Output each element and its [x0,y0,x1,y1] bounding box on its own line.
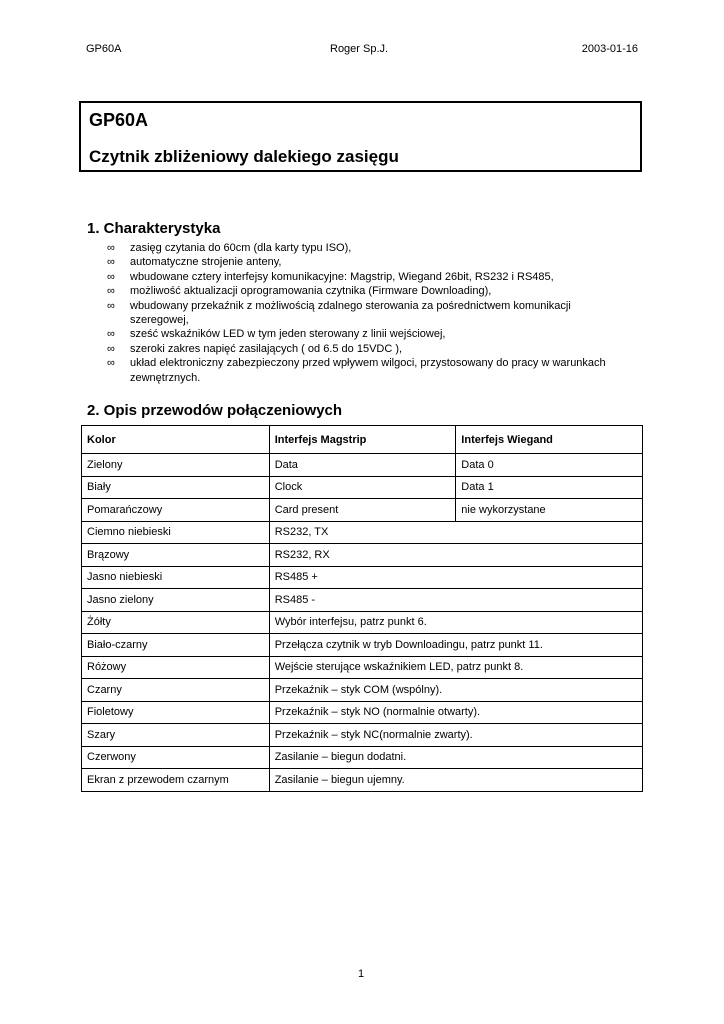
table-row [82,679,643,702]
bullet-icon: ∞ [107,285,115,298]
list-item-text: układ elektroniczny zabezpieczony przed wpływem wilgoci, przystosowany do pracy w warunkach zewnętrznych. [130,357,606,384]
section-heading-features: 1. Charakterystyka [87,220,221,237]
table-cell: Ciemno niebieski [82,521,270,544]
table-cell: Jasno niebieski [82,566,270,589]
table-row [82,454,643,477]
table-row [82,544,643,567]
title-box [79,101,642,172]
table-row [82,634,643,657]
product-title: Czytnik zbliżeniowy dalekiego zasięgu [89,147,399,166]
header-doc-code: GP60A [86,43,122,55]
header-date: 2003-01-16 [581,43,638,55]
table-row [82,724,643,747]
bullet-icon: ∞ [107,299,115,312]
list-item [106,241,626,255]
bullet-icon: ∞ [107,256,115,269]
table-row [82,589,643,612]
list-item-text: wbudowane cztery interfejsy komunikacyjne: Magstrip, Wiegand 26bit, RS232 i RS485, [130,270,554,283]
table-cell: Zasilanie – biegun dodatni. [269,746,642,769]
table-cell: RS485 + [269,566,642,589]
list-item-text: wbudowany przekaźnik z możliwością zdalnego sterowania za pośrednictwem komunikacji szeregowej, [130,299,571,327]
column-header-magstrip: Interfejs Magstrip [269,426,456,454]
table-cell: Przekaźnik – styk NC(normalnie zwarty). [269,724,642,747]
table-cell: Biały [82,476,270,499]
table-cell: RS232, TX [269,521,642,544]
table-cell: Wejście sterujące wskaźnikiem LED, patrz punkt 8. [269,656,642,679]
table-cell: Różowy [82,656,270,679]
table-cell: Data [269,454,456,477]
bullet-icon: ∞ [107,242,115,254]
list-item [106,255,626,269]
list-item [106,356,626,385]
table-cell: Ekran z przewodem czarnym [82,769,270,792]
table-cell: Żółty [82,611,270,634]
table-header-row [82,426,643,454]
list-item-text: automatyczne strojenie anteny, [130,256,282,269]
features-list [106,241,626,385]
table-cell: Zielony [82,454,270,477]
table-cell: Czerwony [82,746,270,769]
table-cell: Przełącza czytnik w tryb Downloadingu, patrz punkt 11. [269,634,642,657]
table-cell: Zasilanie – biegun ujemny. [269,769,642,792]
column-header-wiegand: Interfejs Wiegand [456,426,643,454]
bullet-icon: ∞ [107,357,115,370]
table-cell: Wybór interfejsu, patrz punkt 6. [269,611,642,634]
table-cell: Card present [269,499,456,522]
table-cell: Szary [82,724,270,747]
table-cell: Pomarańczowy [82,499,270,522]
table-cell: RS485 - [269,589,642,612]
table-row [82,476,643,499]
table-row [82,701,643,724]
header-company: Roger Sp.J. [330,43,389,55]
list-item [106,270,626,284]
table-cell: Fioletowy [82,701,270,724]
page-number: 1 [358,968,365,980]
table-row [82,656,643,679]
table-row [82,566,643,589]
list-item [106,284,626,298]
list-item [106,327,626,341]
table-row [82,499,643,522]
table-cell: Data 1 [456,476,643,499]
table-row [82,769,643,792]
list-item-text: możliwość aktualizacji oprogramowania czytnika (Firmware Downloading), [130,285,492,298]
table-cell: Czarny [82,679,270,702]
table-cell: Jasno zielony [82,589,270,612]
table-cell: RS232, RX [269,544,642,567]
table-cell: Clock [269,476,456,499]
list-item-text: sześć wskaźników LED w tym jeden sterowany z linii wejściowej, [130,328,446,341]
table-cell: nie wykorzystane [456,499,643,522]
list-item [106,342,626,356]
table-row [82,521,643,544]
table-row [82,746,643,769]
table-row [82,611,643,634]
section-heading-wires: 2. Opis przewodów połączeniowych [87,402,343,419]
list-item-text: zasięg czytania do 60cm (dla karty typu ISO), [130,242,352,254]
table-cell: Przekaźnik – styk NO (normalnie otwarty). [269,701,642,724]
wires-table [81,425,643,792]
bullet-icon: ∞ [107,328,115,341]
bullet-icon: ∞ [107,270,115,283]
list-item [106,299,626,328]
table-cell: Biało-czarny [82,634,270,657]
column-header-color: Kolor [82,426,270,454]
product-code: GP60A [89,110,149,130]
table-cell: Przekaźnik – styk COM (wspólny). [269,679,642,702]
bullet-icon: ∞ [107,342,115,355]
list-item-text: szeroki zakres napięć zasilających ( od 6.5 do 15VDC ), [130,342,403,355]
table-cell: Data 0 [456,454,643,477]
table-cell: Brązowy [82,544,270,567]
